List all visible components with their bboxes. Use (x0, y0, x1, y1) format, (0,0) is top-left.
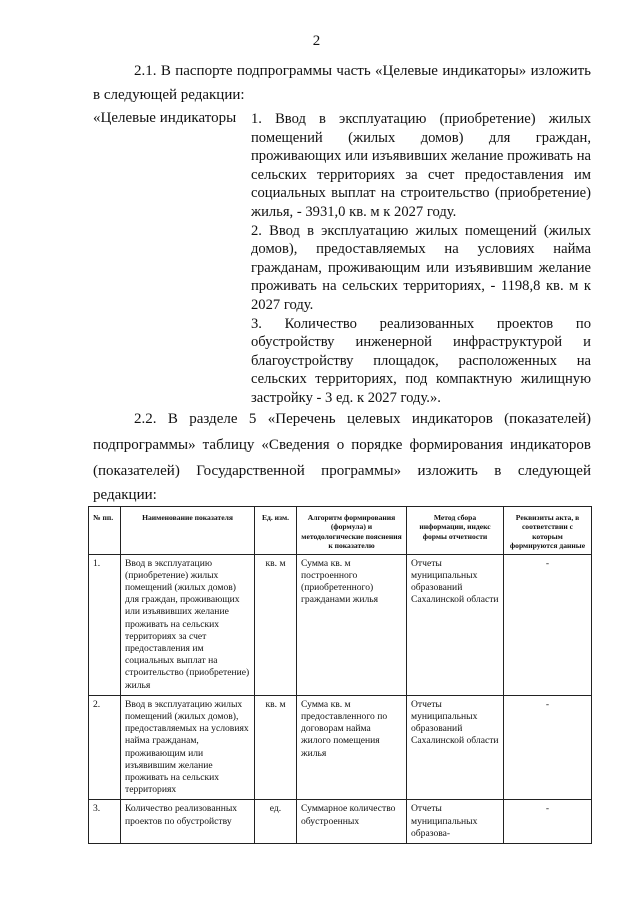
indicators-table (88, 506, 592, 844)
cell-algorithm: Суммарное количество обустроенных (297, 800, 407, 844)
cell-unit: кв. м (255, 554, 297, 695)
cell-algorithm: Сумма кв. м предоставленного по договорам найма жилого помещения жилья (297, 695, 407, 800)
table-row (89, 800, 592, 844)
cell-act: - (504, 800, 592, 844)
cell-act: - (504, 695, 592, 800)
cell-name: Ввод в эксплуатацию (приобретение) жилых помещений (жилых домов) для граждан, проживающих или изъявивших желание проживать на сельских территориях за счет предоставления им социальных выплат на строительство (приобретение) жилья (121, 554, 255, 695)
cell-algorithm: Сумма кв. м построенного (приобретенного) гражданами жилья (297, 554, 407, 695)
indicator-item-3: 3. Количество реализованных проектов по обустройству инженерной инфраструктурой и благоустройству площадок, расположенных на сельских территориях, под компактную жилищную застройку - 3 ед. к 2027 году.». (251, 315, 591, 406)
table-row (89, 695, 592, 800)
cell-name: Ввод в эксплуатацию жилых помещений (жилых домов), предоставляемых на условиях найма гражданам, проживающим или изъявившим желание проживать на сельских территориях (121, 695, 255, 800)
cell-method: Отчеты муниципальных образований Сахалинской области (407, 695, 504, 800)
header-method: Метод сбора информации, индекс формы отчетности (407, 507, 504, 555)
cell-method: Отчеты муниципальных образований Сахалинской области (407, 554, 504, 695)
section-2-2-line-3: (показателей) Государственной программы» изложить в следующей (93, 463, 591, 479)
cell-num: 2. (89, 695, 121, 800)
indicator-item-1: 1. Ввод в эксплуатацию (приобретение) жилых помещений (жилых домов) для граждан, проживающих или изъявивших желание проживать на сельских территориях за счет предоставления им социальных выплат на строительство (приобретение) жилья, - 3931,0 кв. м к 2027 году. (251, 111, 591, 220)
header-act: Реквизиты акта, в соответствии с которым формируются данные (504, 507, 592, 555)
section-2-2-line-2: подпрограммы» таблицу «Сведения о порядке формирования индикаторов (93, 437, 591, 453)
section-2-2-line-4: редакции: (93, 487, 157, 503)
cell-unit: ед. (255, 800, 297, 844)
header-name: Наименование показателя (121, 507, 255, 555)
indicator-item-2: 2. Ввод в эксплуатацию жилых помещений (жилых домов), предоставляемых на условиях найма гражданам, проживающим или изъявившим желание проживать на сельских территориях, - 1198,8 кв. м к 2027 году. (251, 222, 591, 313)
cell-act: - (504, 554, 592, 695)
table-row (89, 554, 592, 695)
section-2-1-line-2: в следующей редакции: (93, 87, 245, 103)
cell-num: 3. (89, 800, 121, 844)
indicators-label: «Целевые индикаторы (93, 110, 237, 126)
table-header-row (89, 507, 592, 555)
cell-method: Отчеты муниципальных образова- (407, 800, 504, 844)
cell-unit: кв. м (255, 695, 297, 800)
cell-name: Количество реализованных проектов по обустройству (121, 800, 255, 844)
section-2-1-line-1: 2.1. В паспорте подпрограммы часть «Целевые индикаторы» изложить (134, 63, 591, 79)
indicators-list (251, 110, 591, 408)
header-unit: Ед. изм. (255, 507, 297, 555)
page-number: 2 (312, 33, 321, 49)
section-2-2-line-1: 2.2. В разделе 5 «Перечень целевых индикаторов (показателей) (134, 411, 591, 427)
cell-num: 1. (89, 554, 121, 695)
header-algorithm: Алгоритм формирования (формула) и методологические пояснения к показателю (297, 507, 407, 555)
header-num: № пп. (89, 507, 121, 555)
